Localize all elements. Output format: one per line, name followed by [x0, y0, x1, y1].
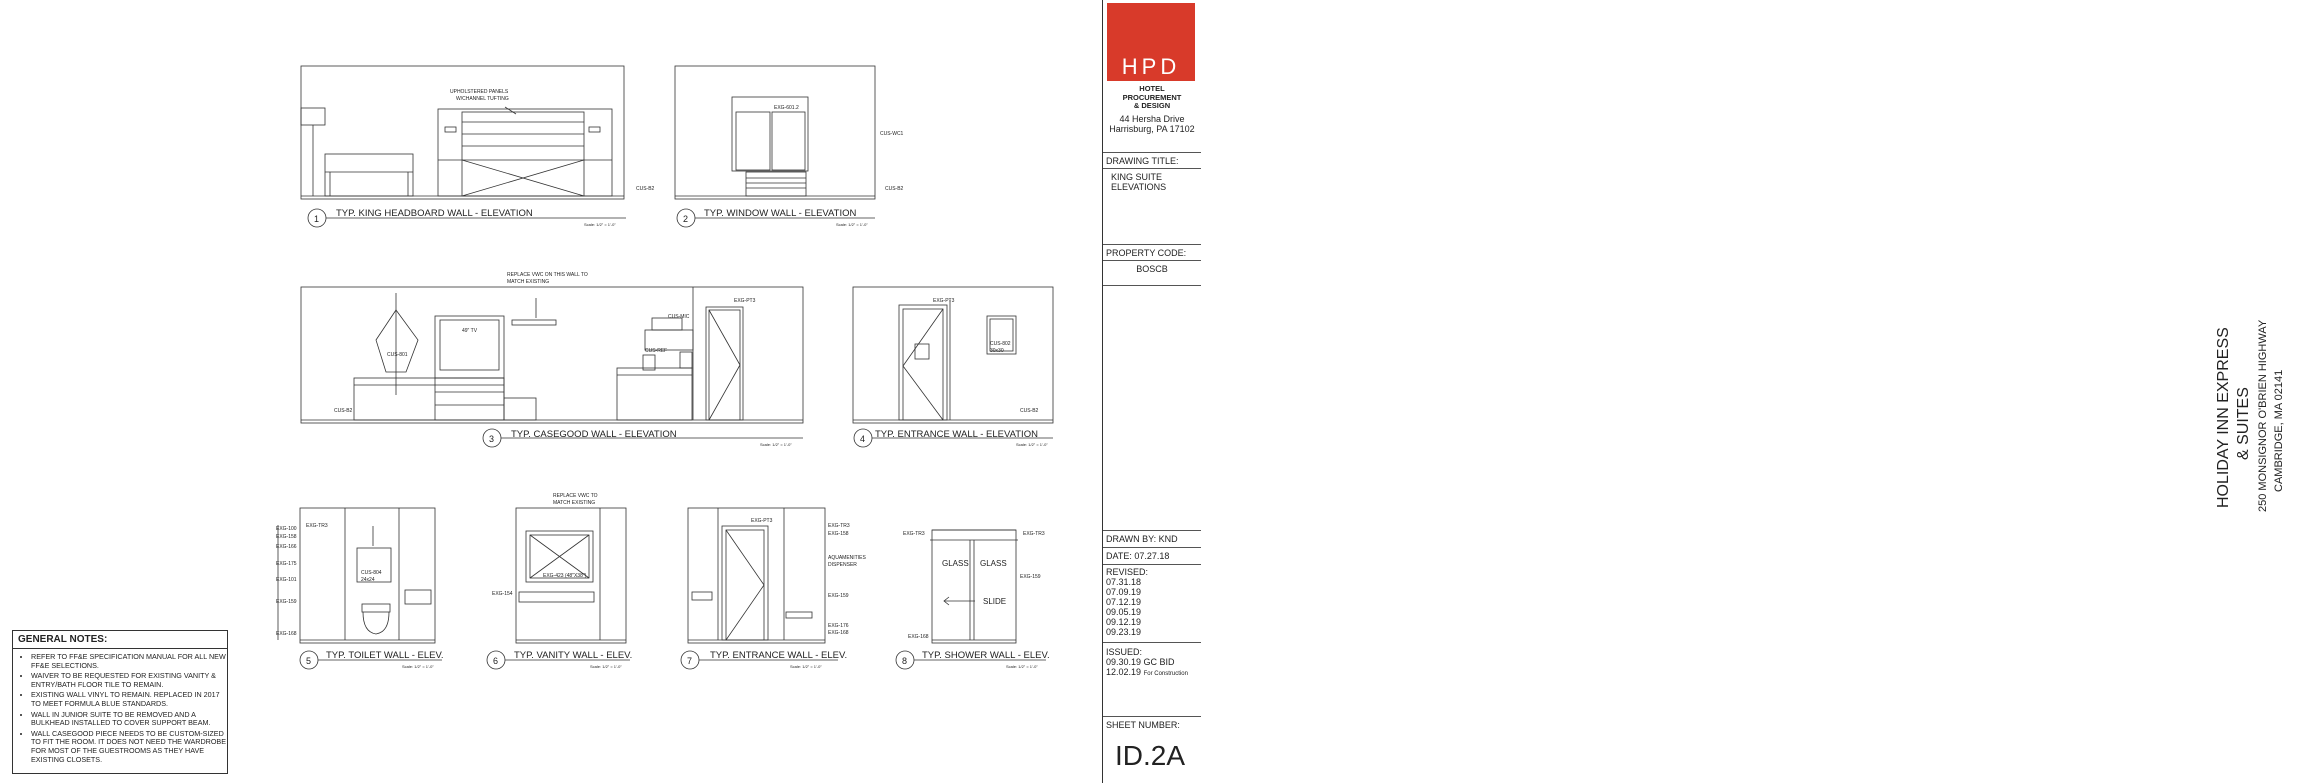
elevation-2-tags: [774, 105, 904, 192]
issued-line1: 09.30.19 GC BID: [1106, 657, 1175, 667]
drawing-title-line: ELEVATIONS: [1111, 182, 1167, 192]
tag-exg-pt3-3: EXG-PT3: [734, 298, 756, 304]
note-item: • WALL IN JUNIOR SUITE TO BE REMOVED AND A BULKHEAD INSTALLED TO COVER SUPPORT BEAM.: [31, 711, 227, 728]
tag-cus-b2-4: CUS-B2: [1020, 408, 1039, 414]
tag-exg-tr3-5: EXG-TR3: [306, 523, 328, 529]
tag-exg-423: EXG-423 (48"X38"): [543, 573, 587, 579]
tag-replace-vwc-b: REPLACE VWC TO: [553, 493, 598, 499]
project-name-line2: & SUITES: [2235, 387, 2252, 460]
tag-cus-804: CUS-804: [361, 570, 382, 576]
tag-aquamenities: AQUAMENITIES: [828, 555, 866, 561]
property-code-section: [1103, 244, 1201, 285]
issued-section: [1103, 642, 1201, 717]
property-code-value: BOSCB: [1136, 264, 1168, 274]
revision-date: 07.12.19: [1106, 597, 1142, 607]
tag-exg-168-8: EXG-168: [908, 634, 929, 640]
revision-date: 07.31.18: [1106, 577, 1142, 587]
tag-cus-b2-1: CUS-B2: [636, 186, 655, 192]
hpd-logo: HPD: [1107, 3, 1195, 81]
elevation-number-7: 7: [687, 656, 693, 666]
elevation-5-toilet: [278, 508, 435, 643]
general-notes-list: [13, 653, 227, 764]
project-address-line2: CAMBRIDGE, MA 02141: [2273, 369, 2285, 492]
tag-cus-b2-2: CUS-B2: [885, 186, 904, 192]
elevation-scale-7: Scale: 1/2" = 1'-0": [790, 664, 822, 669]
drawing-title-line: KING SUITE: [1111, 172, 1163, 182]
elevation-5-tags: [276, 523, 382, 637]
drawing-title-section: [1103, 152, 1201, 243]
elevation-title-5: TYP. TOILET WALL - ELEV.: [326, 650, 444, 661]
tag-cus-801: CUS-801: [387, 352, 408, 358]
elevation-3-casegood: [301, 287, 803, 423]
tag-tv: 49" TV: [462, 328, 478, 334]
elevation-number-6: 6: [493, 656, 499, 666]
tag-exg-tr3-7: EXG-TR3: [828, 523, 850, 529]
drawing-title-value: [1103, 169, 1201, 192]
company-line: & DESIGN: [1133, 101, 1171, 110]
tag-replace-vwc: REPLACE VWC ON THIS WALL TO: [507, 272, 588, 278]
tag-exg-154: EXG-154: [492, 591, 513, 597]
tag-exg-159-5: EXG-159: [276, 599, 297, 605]
issued-label: ISSUED:: [1106, 647, 1143, 657]
general-notes: [12, 630, 228, 774]
tag-exg-601: EXG-601.2: [774, 105, 799, 111]
drawing-title-label: DRAWING TITLE:: [1103, 153, 1201, 169]
revised-section: [1103, 564, 1201, 643]
drawn-by: DRAWN BY: KND: [1106, 534, 1178, 544]
elevation-7-entrance-bath: [688, 508, 825, 643]
elevation-number-4: 4: [860, 434, 866, 444]
tag-cus-802: CUS-802: [990, 341, 1011, 347]
tag-dispenser: DISPENSER: [828, 562, 857, 568]
elevation-number-1: 1: [314, 214, 320, 224]
elevation-2-label: [677, 208, 875, 227]
sheet-number-section: [1103, 716, 1201, 784]
issued-note: For Construction: [1143, 671, 1188, 677]
tag-glass-right: GLASS: [980, 559, 1007, 568]
tag-exg-159-7: EXG-159: [828, 593, 849, 599]
tag-size-24: 24x24: [361, 577, 375, 583]
elevation-scale-4: Scale: 1/2" = 1'-0": [1016, 442, 1048, 447]
elevation-8-shower: [930, 530, 1018, 643]
elevation-title-3: TYP. CASEGOOD WALL - ELEVATION: [511, 429, 677, 440]
project-section: [1103, 285, 1201, 530]
tag-exg-tr3-8b: EXG-TR3: [1023, 531, 1045, 537]
tag-replace-vwc-2: MATCH EXISTING: [507, 279, 550, 285]
tag-size-30: 30x30: [990, 348, 1004, 354]
tag-upholstered-2: W/CHANNEL TUFTING: [456, 96, 509, 102]
project-name-line1: HOLIDAY INN EXPRESS: [2215, 327, 2232, 508]
drawn-by-section: [1103, 530, 1201, 547]
note-item: • WAIVER TO BE REQUESTED FOR EXISTING VANITY & ENTRY/BATH FLOOR TILE TO REMAIN.: [31, 672, 227, 689]
elevation-6-tags: [492, 493, 598, 597]
tag-exg-176: EXG-176: [828, 623, 849, 629]
elevation-7-label: [681, 650, 847, 669]
elevation-title-6: TYP. VANITY WALL - ELEV.: [514, 650, 633, 661]
elevation-scale-6: Scale: 1/2" = 1'-0": [590, 664, 622, 669]
elevation-scale-1: Scale: 1/2" = 1'-0": [584, 222, 616, 227]
elevation-4-entrance: [853, 287, 1053, 423]
project-name-vertical: [2207, 280, 2301, 530]
elevation-8-label: [896, 650, 1050, 669]
company-line: HOTEL: [1139, 84, 1165, 93]
company-line: PROCUREMENT: [1122, 92, 1182, 102]
tag-cus-wc1: CUS-WC1: [880, 131, 904, 137]
tag-exg-100: EXG-100: [276, 526, 297, 532]
elevation-scale-5: Scale: 1/2" = 1'-0": [402, 664, 434, 669]
tag-exg-168-7: EXG-168: [828, 630, 849, 636]
company-name: [1103, 85, 1201, 111]
elevation-6-label: [487, 650, 632, 669]
elevation-scale-2: Scale: 1/2" = 1'-0": [836, 222, 868, 227]
issued-date: 12.02.19: [1106, 667, 1142, 677]
tag-exg-pt3-4: EXG-PT3: [933, 298, 955, 304]
elevation-title-7: TYP. ENTRANCE WALL - ELEV.: [710, 650, 848, 661]
elevation-2-window: [675, 66, 875, 199]
tag-exg-175: EXG-175: [276, 561, 297, 567]
revision-date: 09.12.19: [1106, 617, 1142, 627]
tag-exg-101: EXG-101: [276, 577, 297, 583]
note-item: • REFER TO FF&E SPECIFICATION MANUAL FOR ALL NEW FF&E SELECTIONS.: [31, 653, 227, 670]
revision-list: [1103, 577, 1201, 637]
note-item: • WALL CASEGOOD PIECE NEEDS TO BE CUSTOM-SIZED TO FIT THE ROOM. IT DOES NOT NEED THE WARDROBE FOR MOST OF THE GUESTROOMS AS THEY HAVE EXISTING CLOSETS.: [31, 730, 227, 764]
elevation-4-tags: [933, 298, 1039, 414]
elevation-number-2: 2: [683, 214, 689, 224]
tag-match-existing: MATCH EXISTING: [553, 500, 596, 506]
elevation-number-8: 8: [902, 656, 908, 666]
elevation-5-label: [300, 650, 444, 669]
address-line: 44 Hersha Drive: [1119, 114, 1185, 124]
elevation-number-5: 5: [306, 656, 312, 666]
elevation-title-1: TYP. KING HEADBOARD WALL - ELEVATION: [336, 208, 533, 219]
tag-exg-158-5: EXG-158: [276, 534, 297, 540]
elevation-number-3: 3: [489, 434, 495, 444]
elevation-scale-8: Scale: 1/2" = 1'-0": [1006, 664, 1038, 669]
elevation-1-king-headboard: [301, 66, 624, 199]
tag-exg-166: EXG-166: [276, 544, 297, 550]
tag-slide: SLIDE: [983, 597, 1007, 606]
tag-exg-158-7: EXG-158: [828, 531, 849, 537]
company-address: [1103, 114, 1201, 134]
tag-glass-left: GLASS: [942, 559, 969, 568]
elevation-title-4: TYP. ENTRANCE WALL - ELEVATION: [875, 429, 1038, 440]
tag-cus-b2-3: CUS-B2: [334, 408, 353, 414]
revision-date: 07.09.19: [1106, 587, 1142, 597]
elevation-3-label: [483, 429, 803, 447]
general-notes-title: GENERAL NOTES:: [13, 631, 227, 649]
tag-exg-168-5: EXG-168: [276, 631, 297, 637]
tag-cus-mic: CUS-MIC: [668, 314, 690, 320]
note-item: • EXISTING WALL VINYL TO REMAIN. REPLACED IN 2017 TO MEET FORMULA BLUE STANDARDS.: [31, 691, 227, 708]
tag-upholstered: UPHOLSTERED PANELS: [450, 89, 509, 95]
tag-exg-pt3-7: EXG-PT3: [751, 518, 773, 524]
project-address-line1: 250 MONSIGNOR O'BRIEN HIGHWAY: [2257, 319, 2269, 512]
elevation-scale-3: Scale: 1/2" = 1'-0": [760, 442, 792, 447]
elevation-title-2: TYP. WINDOW WALL - ELEVATION: [704, 208, 857, 219]
tag-exg-tr3-8a: EXG-TR3: [903, 531, 925, 537]
revision-date: 09.05.19: [1106, 607, 1142, 617]
title-block: [1102, 0, 2285, 783]
tag-exg-159-8: EXG-159: [1020, 574, 1041, 580]
issued-line2: [1103, 667, 1201, 679]
date: DATE: 07.27.18: [1106, 551, 1170, 561]
property-code-label: PROPERTY CODE:: [1103, 245, 1201, 261]
date-section: [1103, 547, 1201, 564]
sheet-number-label: SHEET NUMBER:: [1106, 720, 1180, 730]
tag-cus-ref: CUS-REF: [645, 348, 668, 354]
elevation-1-label: [308, 208, 626, 227]
revised-label: REVISED:: [1106, 567, 1149, 577]
elevation-4-label: [854, 429, 1053, 447]
address-line: Harrisburg, PA 17102: [1109, 124, 1195, 134]
sheet-number: ID.2A: [1115, 740, 1186, 771]
elevation-title-8: TYP. SHOWER WALL - ELEV.: [922, 650, 1050, 661]
revision-date: 09.23.19: [1106, 627, 1142, 637]
